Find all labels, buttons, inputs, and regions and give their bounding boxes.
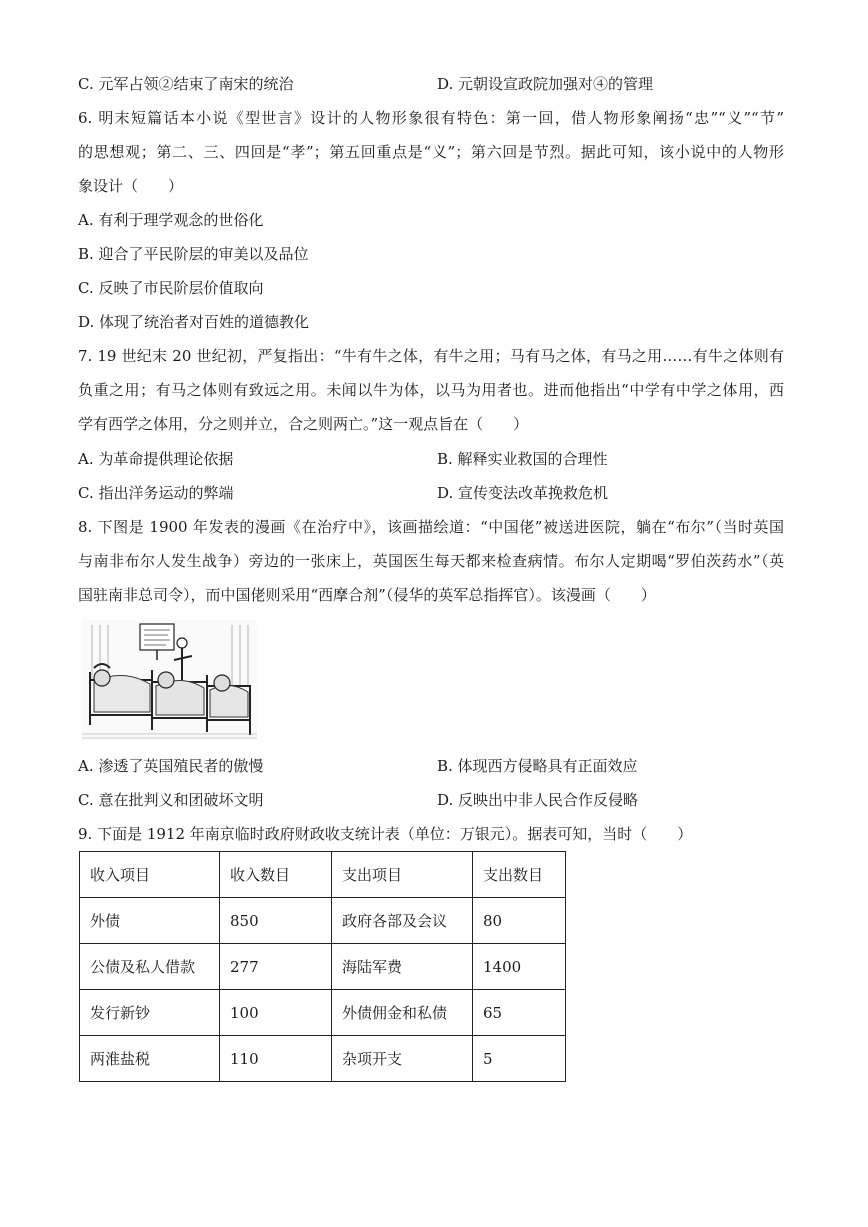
q8-option-d: D. 反映出中非人民合作反侵略 [437,791,639,809]
q6-option-d: D. 体现了统治者对百姓的道德教化 [78,313,310,331]
table-cell: 杂项开支 [332,1036,473,1082]
q5-option-d: D. 元朝设宣政院加强对④的管理 [437,75,654,93]
table-header: 支出数目 [473,852,566,898]
table-cell: 两淮盐税 [80,1036,220,1082]
q7-stem-line-1: 7. 19 世纪末 20 世纪初，严复指出：“牛有牛之体，有牛之用；马有马之体，有马之用……有牛之体则有 [78,347,784,365]
table-header: 支出项目 [332,852,473,898]
q8-stem-line-3: 国驻南非总司令），而中国佬则采用“西摩合剂”（侵华的英军总指挥官）。该漫画（ ） [78,586,656,604]
finance-table [79,851,566,1082]
q6-stem-line-1: 6. 明末短篇话本小说《型世言》设计的人物形象很有特色：第一回，借人物形象阐扬“忠”“义”“节” [78,109,784,127]
table-cell: 海陆军费 [332,944,473,990]
table-cell: 发行新钞 [80,990,220,1036]
q6-stem-line-3: 象设计（ ） [78,177,184,195]
table-cell: 850 [220,898,332,944]
table-header: 收入数目 [220,852,332,898]
table-header: 收入项目 [80,852,220,898]
q7-option-a: A. 为革命提供理论依据 [78,450,234,468]
table-header-row [80,852,566,898]
table-cell: 外债 [80,898,220,944]
q7-option-c: C. 指出洋务运动的弊端 [78,484,234,502]
table-row [80,990,566,1036]
q8-option-b: B. 体现西方侵略具有正面效应 [437,757,638,775]
q6-option-a: A. 有利于理学观念的世俗化 [78,211,264,229]
table-row [80,1036,566,1082]
table-cell: 277 [220,944,332,990]
table-cell: 65 [473,990,566,1036]
cartoon-in-treatment-image [82,620,257,740]
table-cell: 110 [220,1036,332,1082]
q6-option-c: C. 反映了市民阶层价值取向 [78,279,264,297]
table-cell: 政府各部及会议 [332,898,473,944]
table-cell: 1400 [473,944,566,990]
table-cell: 5 [473,1036,566,1082]
q6-stem-line-2: 的思想观；第二、三、四回是“孝”；第五回重点是“义”；第六回是节烈。据此可知，该小说中的人物形 [78,143,784,161]
q8-stem-line-1: 8. 下图是 1900 年发表的漫画《在治疗中》，该画描绘道：“中国佬”被送进医院，躺在“布尔”（当时英国 [78,518,784,536]
table-cell: 80 [473,898,566,944]
table-cell: 外债佣金和私债 [332,990,473,1036]
q7-stem-line-3: 学有西学之体用，分之则并立，合之则两亡。”这一观点旨在（ ） [78,415,529,433]
q9-stem: 9. 下面是 1912 年南京临时政府财政收支统计表（单位：万银元）。据表可知，当时（ ） [78,825,693,843]
q5-option-c: C. 元军占领②结束了南宋的统治 [78,75,294,93]
table-cell: 100 [220,990,332,1036]
q8-option-c: C. 意在批判义和团破坏文明 [78,791,264,809]
table-row [80,898,566,944]
table-row [80,944,566,990]
q8-option-a: A. 渗透了英国殖民者的傲慢 [78,757,264,775]
table-cell: 公债及私人借款 [80,944,220,990]
q6-option-b: B. 迎合了平民阶层的审美以及品位 [78,245,309,263]
q7-stem-line-2: 负重之用；有马之体则有致远之用。未闻以牛为体，以马为用者也。进而他指出“中学有中学之体用，西 [78,381,784,399]
q8-stem-line-2: 与南非布尔人发生战争）旁边的一张床上，英国医生每天都来检查病情。布尔人定期喝“罗伯茨药水”（英 [78,552,784,570]
q7-option-b: B. 解释实业救国的合理性 [437,450,608,468]
q7-option-d: D. 宣传变法改革挽救危机 [437,484,609,502]
